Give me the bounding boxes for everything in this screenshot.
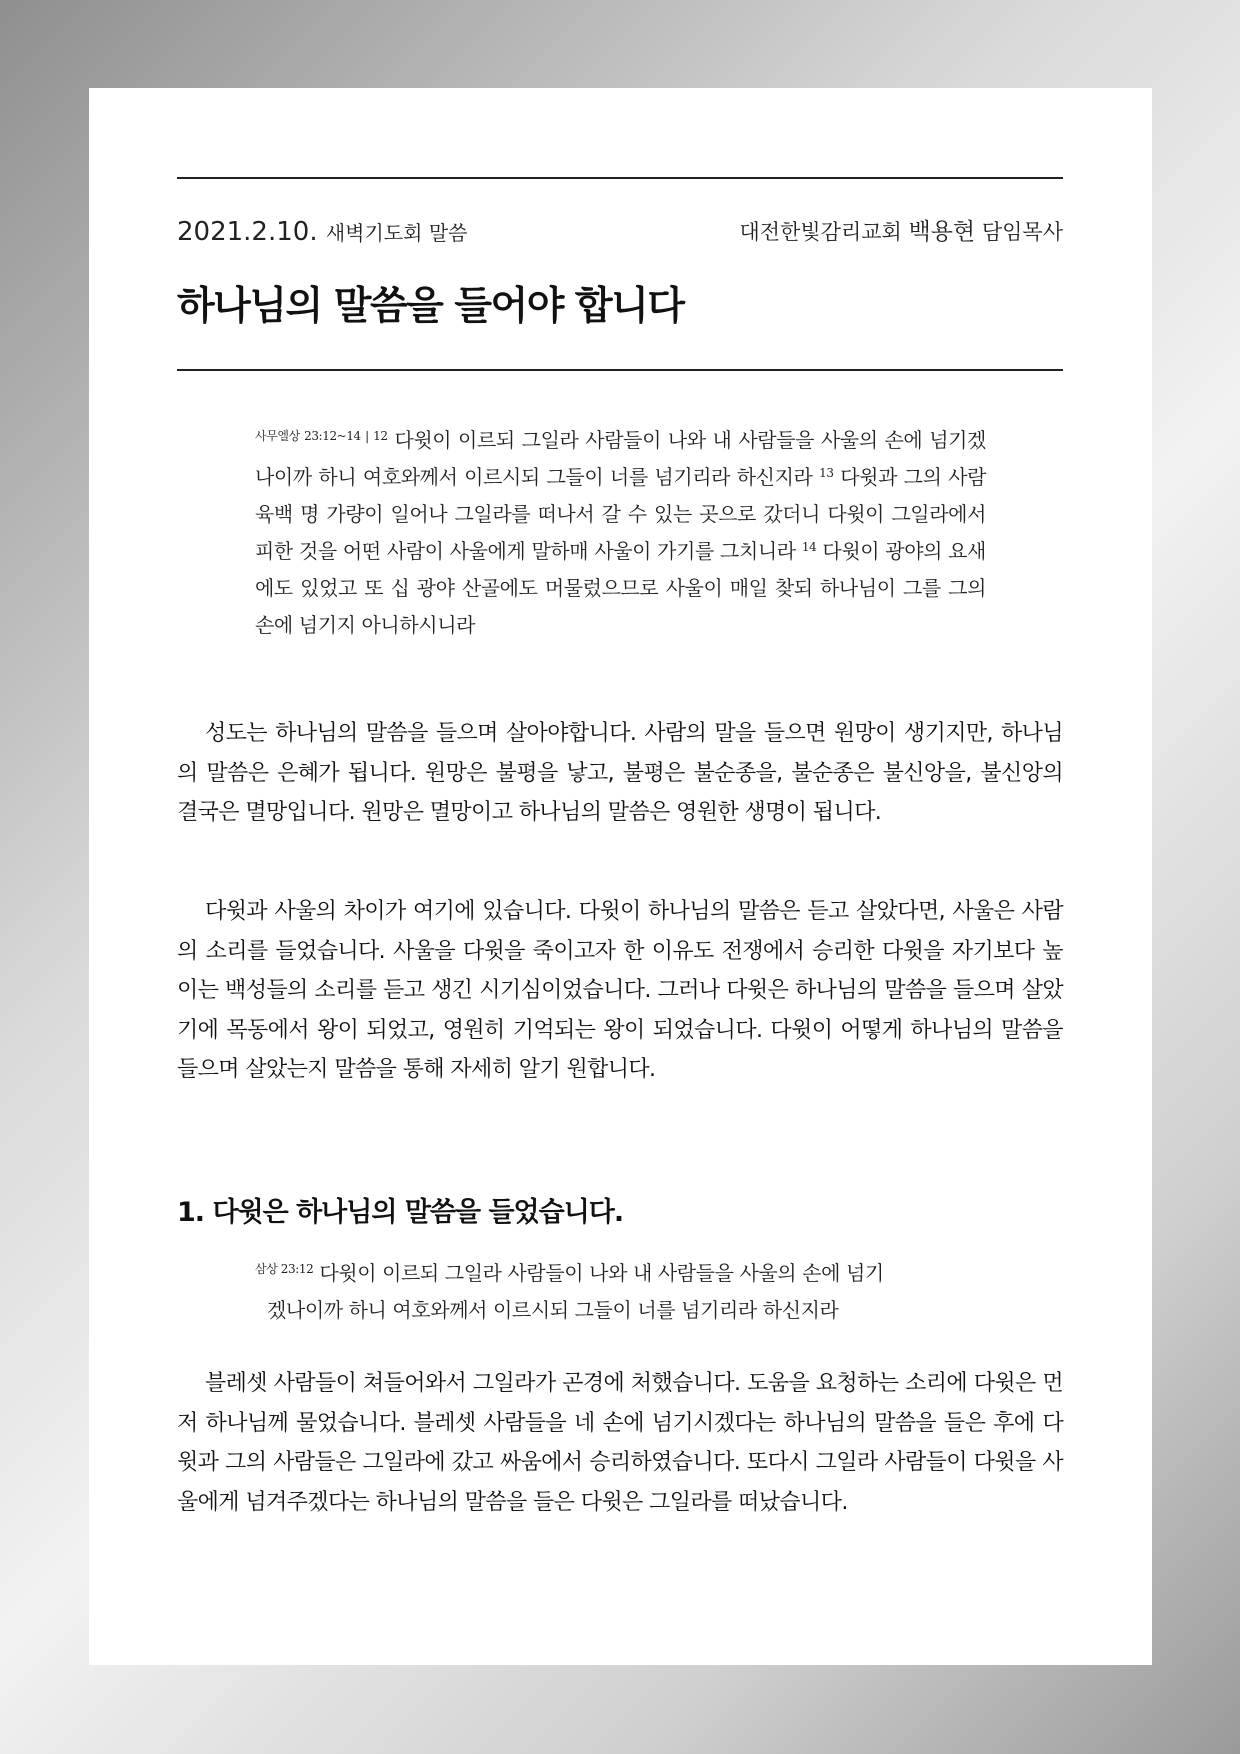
preacher-line bbox=[740, 221, 1063, 244]
intro-paragraph-1: 성도는 하나님의 말씀을 들으며 살아야합니다. 사람의 말을 들으면 원망이 생기지만, 하나님의 말씀은 은혜가 됩니다. 원망은 불평을 낳고, 불평은 불순종을, 불순종은 불신앙을, 불신앙의 결국은 멸망입니다. 원망은 멸망이고 하나님의 말씀은 영원한 생명이 됩니다. bbox=[177, 721, 1063, 825]
section-1-scripture-reference: 삼상 23:12 bbox=[255, 1262, 314, 1276]
sermon-date-line bbox=[177, 219, 467, 245]
header-bottom-rule bbox=[177, 369, 1063, 371]
verse-number-14: 14 bbox=[801, 540, 817, 554]
church-name: 대전한빛감리교회 bbox=[739, 220, 902, 244]
header-top-rule bbox=[177, 177, 1063, 179]
sermon-title: 하나님의 말씀을 들어야 합니다 bbox=[177, 284, 684, 329]
intro-paragraph-2: 다윗과 사울의 차이가 여기에 있습니다. 다윗이 하나님의 말씀은 듣고 살았다면, 사울은 사람의 소리를 들었습니다. 사울을 다윗을 죽이고자 한 이유도 전쟁에서 승리한 다윗을 자기보다 높이는 백성들의 소리를 듣고 생긴 시기심이었습니다. 그러나 다윗은 하나님의 말씀을 들으며 살았기에 목동에서 왕이 되었고, 영원히 기억되는 왕이 되었습니다. 다윗이 어떻게 하나님의 말씀을 들으며 살았는지 말씀을 통해 자세히 알기 원합니다. bbox=[177, 899, 1063, 1082]
section-1-scripture bbox=[255, 1255, 986, 1329]
scripture-verse-12: 다윗이 이르되 그일라 사람들이 나와 내 사람들을 사울의 손에 넘기겠나이까 하니 여호와께서 이르시되 그들이 너를 넘기리라 하신지라 bbox=[255, 428, 986, 489]
pastor-title: 담임목사 bbox=[981, 220, 1063, 244]
sermon-date: 2021.2.10. bbox=[177, 217, 318, 247]
pastor-name: 백용현 bbox=[908, 219, 976, 245]
scripture-verse-13: 다윗과 그의 사람 육백 명 가량이 일어나 그일라를 떠나서 갈 수 있는 곳으로 갔더니 다윗이 그일라에서 피한 것을 어떤 사람이 사울에게 말하매 사울이 가기를 그치니라 bbox=[255, 465, 986, 563]
section-1-paragraph: 블레셋 사람들이 쳐들어와서 그일라가 곤경에 처했습니다. 도움을 요청하는 소리에 다윗은 먼저 하나님께 물었습니다. 블레셋 사람들을 네 손에 넘기시겠다는 하나님의 말씀을 들은 후에 다윗과 그의 사람들은 그일라에 갔고 싸움에서 승리하였습니다. 또다시 그일라 사람들이 다윗을 사울에게 넘겨주겠다는 하나님의 말씀을 들은 다윗은 그일라를 떠났습니다. bbox=[177, 1371, 1063, 1515]
main-scripture-passage bbox=[255, 422, 986, 644]
scripture-reference: 사무엘상 23:12~14 | 12 bbox=[255, 429, 388, 443]
document-page bbox=[89, 88, 1152, 1665]
section-1-scripture-line-2: 겠나이까 하니 여호와께서 이르시되 그들이 너를 넘기리라 하신지라 bbox=[267, 1298, 839, 1322]
section-1-scripture-line-1: 다윗이 이르되 그일라 사람들이 나와 내 사람들을 사울의 손에 넘기 bbox=[319, 1261, 884, 1285]
verse-number-13: 13 bbox=[819, 466, 834, 480]
section-1-heading: 1. 다윗은 하나님의 말씀을 들었습니다. bbox=[177, 1197, 624, 1228]
scripture-verse-14: 다윗이 광야의 요새에도 있었고 또 십 광야 산골에도 머물렀으므로 사울이 매일 찾되 하나님이 그를 그의 손에 넘기지 아니하시니라 bbox=[255, 539, 986, 637]
service-name: 새벽기도회 말씀 bbox=[325, 221, 468, 245]
